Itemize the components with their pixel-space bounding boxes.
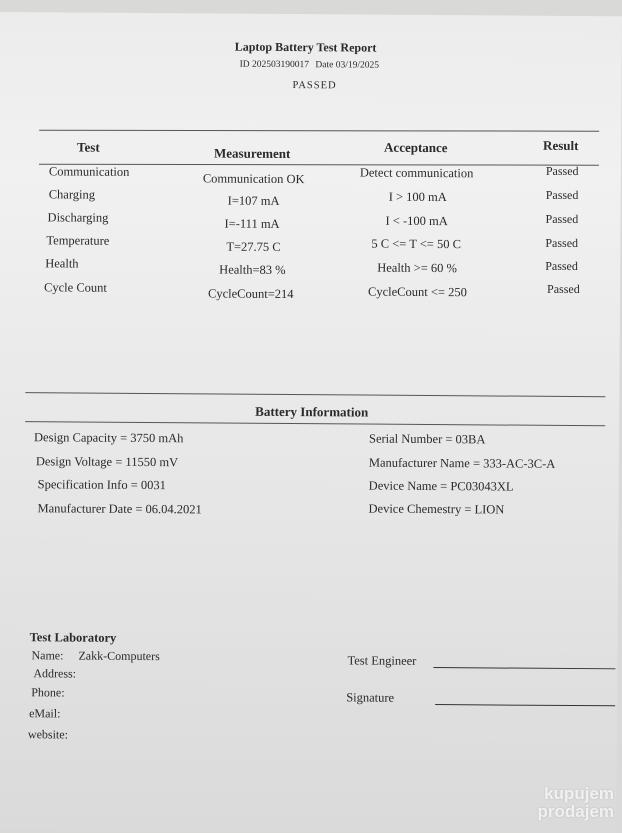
row-measurement: T=27.75 C [226,239,281,254]
design-capacity: Design Capacity = 3750 mAh [33,430,184,446]
report-meta [240,60,383,71]
signature-label: Signature [346,690,395,705]
table-top-rule [39,130,599,132]
row-acceptance: 5 C <= T <= 50 C [371,236,462,252]
device-chemistry: Device Chemestry = LION [368,501,505,517]
serial-number: Serial Number = 03BA [368,431,486,447]
row-test: Cycle Count [44,280,107,295]
row-result: Passed [547,281,580,297]
lab-website-label: website: [27,727,69,742]
lab-address-label: Address: [33,666,77,681]
lab-name [31,648,159,664]
watermark-line-2: prodajem [537,802,614,821]
row-result: Passed [545,163,579,179]
row-acceptance: CycleCount <= 250 [368,284,467,300]
signature-line [435,704,615,706]
row-acceptance: I > 100 mA [388,189,447,205]
row-result: Passed [545,235,579,251]
row-result: Passed [545,187,579,203]
design-voltage: Design Voltage = 11550 mV [35,454,179,470]
row-measurement: Health=83 % [219,262,286,278]
battery-top-rule [25,392,605,397]
test-lab-title: Test Laboratory [29,630,117,645]
lab-name-label: Name: [31,648,64,663]
row-result: Passed [545,258,578,274]
battery-info-title: Battery Information [255,403,369,420]
row-acceptance: Health >= 60 % [377,260,457,276]
lab-name-value: Zakk-Computers [78,648,160,664]
device-name: Device Name = PC03043XL [368,478,514,494]
row-result: Passed [545,211,579,227]
report-date: Date 03/19/2025 [315,60,380,71]
battery-header-rule [25,421,605,426]
report-status: PASSED [292,80,337,92]
row-measurement: I=107 mA [227,193,280,208]
lab-phone-label: Phone: [31,685,65,700]
header-test: Test [77,139,100,155]
row-measurement: I=-111 mA [224,216,280,231]
row-measurement: Communication OK [202,171,305,187]
report-page [0,12,622,833]
report-id: ID 202503190017 [239,59,310,71]
manufacturer-name: Manufacturer Name = 333-AC-3C-A [368,455,556,471]
row-test: Communication [48,164,130,179]
row-test: Discharging [47,210,109,225]
test-engineer-line [433,667,615,669]
row-measurement: CycleCount=214 [207,286,294,302]
header-acceptance: Acceptance [384,139,448,156]
manufacturer-date: Manufacturer Date = 06.04.2021 [37,501,202,517]
watermark-logo [502,785,614,821]
row-test: Charging [48,187,96,202]
row-acceptance: Detect communication [359,165,474,181]
header-measurement: Measurement [213,145,291,162]
specification-info: Specification Info = 0031 [37,477,166,493]
row-acceptance: I < -100 mA [385,213,448,229]
test-engineer-label: Test Engineer [347,653,417,668]
lab-email-label: eMail: [29,706,61,721]
row-test: Temperature [46,233,110,248]
report-title: Laptop Battery Test Report [234,39,377,55]
header-result: Result [543,137,579,154]
row-test: Health [45,256,79,271]
watermark-line-1: kupujem [544,784,614,803]
